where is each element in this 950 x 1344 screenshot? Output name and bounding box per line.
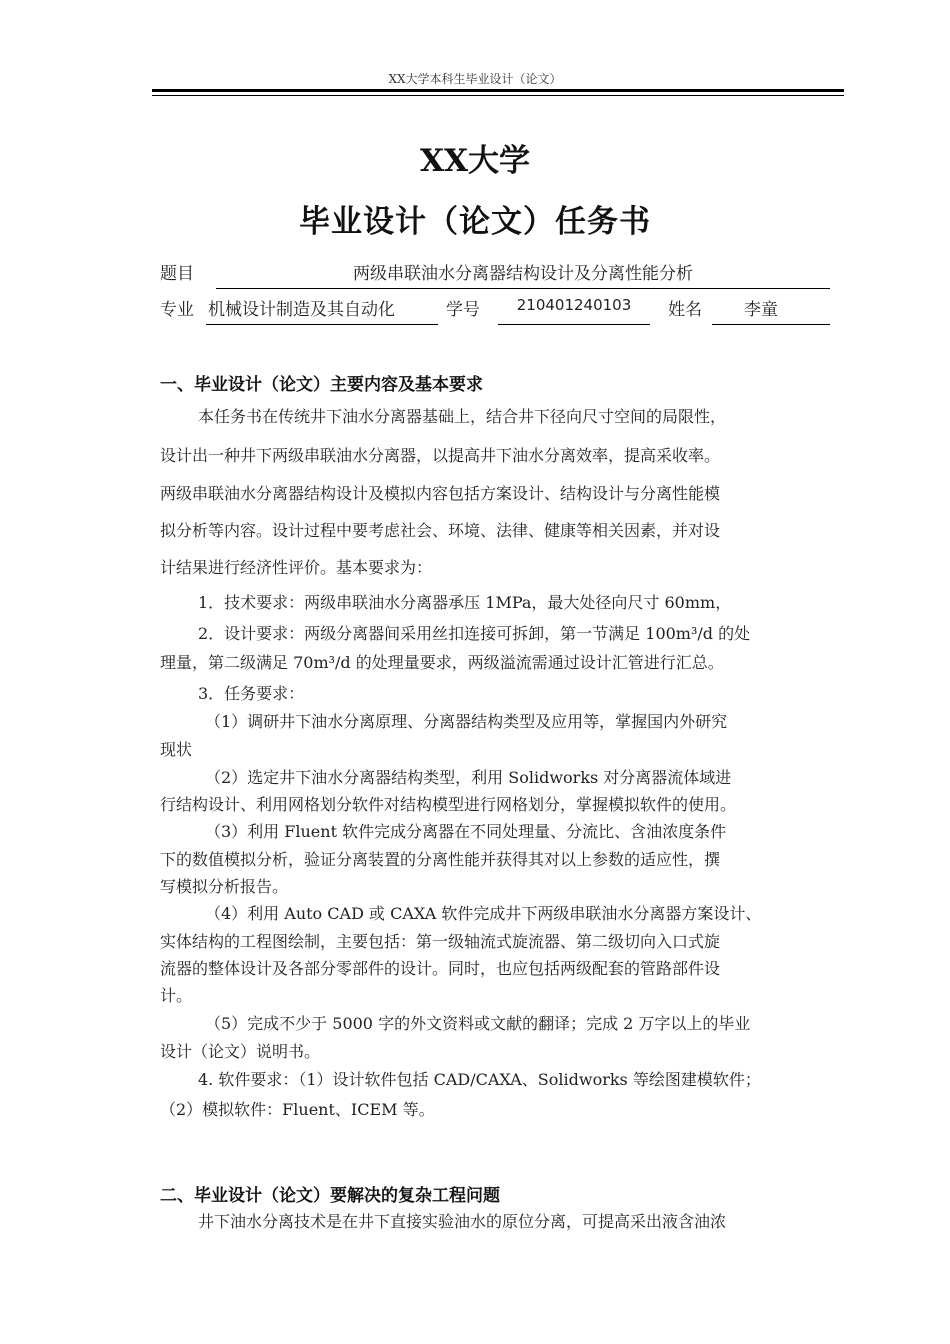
id-underline [498,324,650,325]
section2-line: 井下油水分离技术是在井下直接实验油水的原位分离，可提高采出液含油浓 [198,1212,727,1231]
section1-line: 4. 软件要求：（1）设计软件包括 CAD/CAXA、Solidworks 等绘图建模软件； [198,1070,761,1089]
section1-line: 3．任务要求： [198,684,305,703]
id-label: 学号 [446,300,480,320]
topic-value: 两级串联油水分离器结构设计及分离性能分析 [353,264,693,284]
section1-line: （1）调研井下油水分离原理、分离器结构类型及应用等，掌握国内外研究 [205,712,728,731]
section1-line: 写模拟分析报告。 [160,877,289,896]
id-value: 210401240103 [516,296,632,314]
section1-line: 设计出一种井下两级串联油水分离器，以提高井下油水分离效率，提高采收率。 [160,446,721,465]
name-label: 姓名 [668,300,702,320]
section1-line: （2）选定井下油水分离器结构类型，利用 Solidworks 对分离器流体域进 [205,768,732,787]
university-title: XX大学 [419,143,531,179]
section2-heading: 二、毕业设计（论文）要解决的复杂工程问题 [160,1186,500,1206]
section1-line: 实体结构的工程图绘制，主要包括：第一级轴流式旋流器、第二级切向入口式旋 [160,932,721,951]
section1-line: （4）利用 Auto CAD 或 CAXA 软件完成井下两级串联油水分离器方案设计、 [205,904,762,923]
section1-line: 下的数值模拟分析，验证分离装置的分离性能并获得其对以上参数的适应性，撰 [160,850,721,869]
running-header: XX大学本科生毕业设计（论文） [388,72,562,86]
section1-line: 流器的整体设计及各部分零部件的设计。同时，也应包括两级配套的管路部件设 [160,959,721,978]
section1-line: （3）利用 Fluent 软件完成分离器在不同处理量、分流比、含油浓度条件 [205,822,727,841]
section1-line: 计。 [160,986,193,1005]
section1-line: 拟分析等内容。设计过程中要考虑社会、环境、法律、健康等相关因素，并对设 [160,521,721,540]
header-rule-thin [152,95,844,96]
name-value: 李童 [744,300,778,320]
header-rule-thick [152,89,844,92]
major-value: 机械设计制造及其自动化 [208,300,395,320]
section1-line: （5）完成不少于 5000 字的外文资料或文献的翻译；完成 2 万字以上的毕业 [205,1014,751,1033]
section1-line: 理量，第二级满足 70m³/d 的处理量要求，两级溢流需通过设计汇管进行汇总。 [160,653,724,672]
major-label: 专业 [160,300,194,320]
section1-line: 现状 [160,740,193,759]
section1-line: 计结果进行经济性评价。基本要求为： [160,558,433,577]
section1-line: 本任务书在传统井下油水分离器基础上，结合井下径向尺寸空间的局限性， [198,407,727,426]
section1-line: （2）模拟软件：Fluent、ICEM 等。 [160,1100,435,1119]
section1-line: 2．设计要求：两级分离器间采用丝扣连接可拆卸，第一节满足 100m³/d 的处 [198,624,751,643]
section1-line: 1．技术要求：两级串联油水分离器承压 1MPa，最大处径向尺寸 60mm， [198,593,732,612]
name-underline [712,324,830,325]
section1-line: 行结构设计、利用网格划分软件对结构模型进行网格划分，掌握模拟软件的使用。 [160,795,737,814]
section1-line: 两级串联油水分离器结构设计及模拟内容包括方案设计、结构设计与分离性能模 [160,484,721,503]
topic-underline [216,288,830,289]
topic-label: 题目 [160,264,194,284]
major-underline [206,324,438,325]
section1-line: 设计（论文）说明书。 [160,1042,321,1061]
document-title: 毕业设计（论文）任务书 [299,204,651,240]
section1-heading: 一、毕业设计（论文）主要内容及基本要求 [160,375,483,395]
